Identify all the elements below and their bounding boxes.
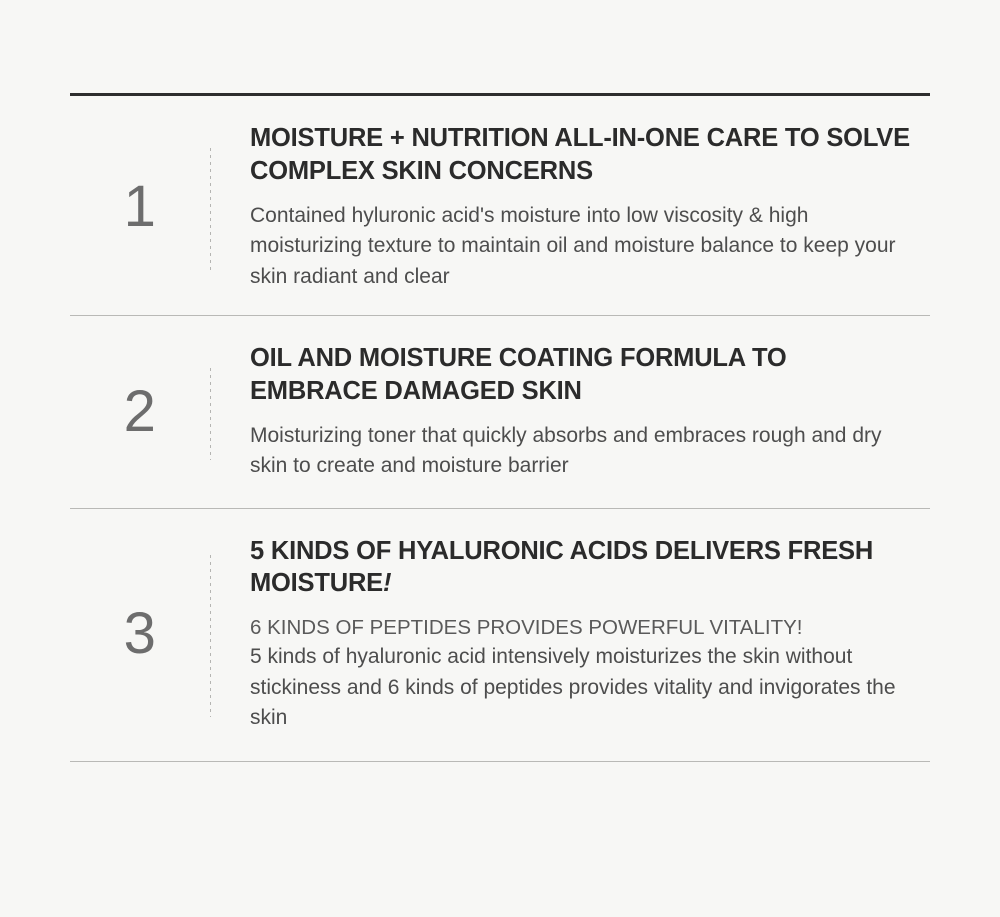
feature-number-column <box>70 342 210 482</box>
feature-number: 2 <box>123 378 157 444</box>
feature-item-2 <box>70 316 930 508</box>
feature-heading-main: 5 KINDS OF HYALURONIC ACIDS DELIVERS FRESH MOISTURE <box>250 536 874 598</box>
feature-list <box>70 93 930 762</box>
feature-heading <box>250 535 920 600</box>
feature-body: Moisturizing toner that quickly absorbs and embraces rough and dry skin to create and moisture barrier <box>250 424 882 478</box>
feature-number-column <box>70 535 210 733</box>
feature-body: 5 kinds of hyaluronic acid intensively moisturizes the skin without stickiness and 6 kinds of peptides provides vitality and invigorates the skin <box>250 645 896 729</box>
feature-number: 1 <box>123 173 157 239</box>
feature-number-column <box>70 122 210 292</box>
feature-text-column <box>211 342 930 482</box>
feature-text-column <box>211 535 930 733</box>
feature-body: Contained hyluronic acid's moisture into low viscosity & high moisturizing texture to maintain oil and moisture balance to keep your skin radiant and clear <box>250 204 896 288</box>
feature-item-3 <box>70 509 930 761</box>
feature-heading-italic: ! <box>383 569 392 598</box>
feature-subheading: 6 KINDS OF PEPTIDES PROVIDES POWERFUL VITALITY! <box>250 615 803 639</box>
feature-text-column <box>211 122 930 292</box>
feature-number: 3 <box>123 600 157 666</box>
feature-heading: MOISTURE + NUTRITION ALL-IN-ONE CARE TO SOLVE COMPLEX SKIN CONCERNS <box>250 124 910 185</box>
feature-item-1 <box>70 96 930 315</box>
feature-heading: OIL AND MOISTURE COATING FORMULA TO EMBRACE DAMAGED SKIN <box>250 343 787 405</box>
feature-divider-3 <box>70 761 930 762</box>
